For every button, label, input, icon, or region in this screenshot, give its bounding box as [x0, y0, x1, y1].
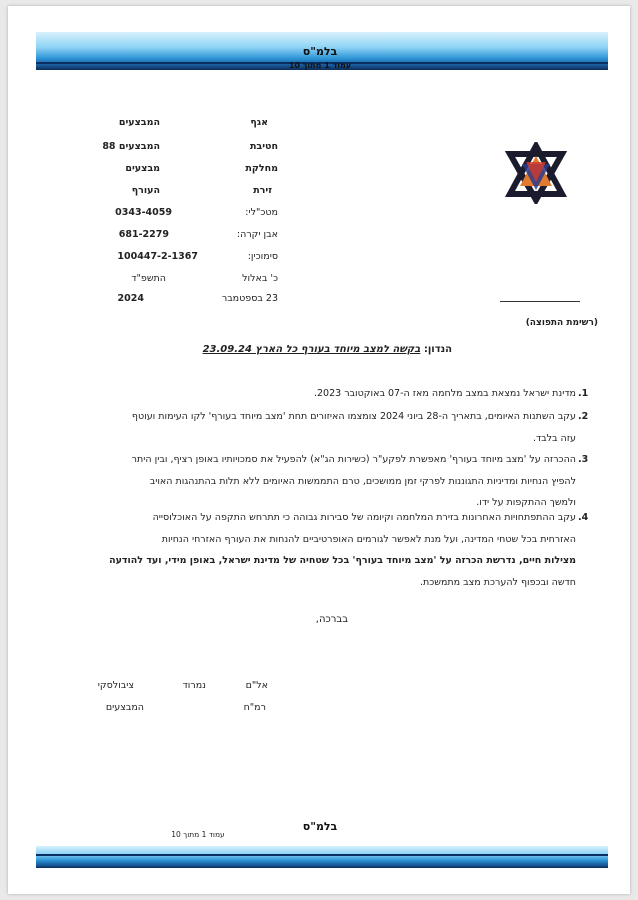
paragraph-line: ההכרזה על 'מצב מיוחד בעורף' מאפשרת לפקע"ר (כשירות הג"א) להפעיל את סמכויותיו באופן רציף, ובין היתר [131, 454, 576, 465]
paragraph-line: מצילות חיים, נדרשת הכרזה על 'מצב מיוחד בעורף' בכל שטחיה של מדינת ישראל, באופן מידי, ועד להודעה [109, 555, 576, 566]
paragraph-line: חדשה ובכפוף להערכת מצב מתמשכת. [419, 576, 576, 588]
paragraph-line: ולמשך ההתקפות על ידו. [476, 497, 576, 508]
subject-line [202, 344, 452, 355]
divider-line [500, 301, 580, 302]
sender-value-arena: העורף [131, 185, 160, 196]
paragraph-line: האזרחית בכל שטחי המדינה, ועל מנת לאפשר לגורמים האופרטיביים להנחות את העורף האזרחי הנחיות [161, 533, 576, 545]
paragraph-line: להפיץ הנחיות ומדיניות התגוננות לפרקי זמן ממושכים, טרם התממשות האיומים ללא תלות בהתנהגות האויב [149, 475, 576, 487]
unit-emblem-icon [502, 142, 570, 204]
signature-unit: המבצעים [105, 702, 144, 713]
hebrew-date-year: התשפ"ד [131, 273, 166, 284]
distribution-list-tag: (רשימת התפוצה) [525, 318, 598, 328]
sender-label-secure-phone: אבן יקרה: [236, 229, 278, 240]
paragraph-1 [108, 383, 576, 405]
sender-label-division: חטיבת [249, 141, 278, 152]
footer-band [36, 846, 608, 868]
subject-text: בקשה למצב מיוחד בעורף כל הארץ 23.09.24 [202, 344, 421, 355]
paragraph-line: מדינת ישראל נמצאת במצב מלחמה מאז ה-07 באוקטובר 2023. [313, 388, 576, 399]
paragraph-2 [108, 406, 576, 449]
closing-greeting: בברכה, [315, 614, 348, 625]
sender-value-wing: המבצעים [118, 117, 160, 128]
subject-label: הנדון: [423, 344, 452, 355]
paragraph-line: עזה בלבד. [532, 432, 576, 444]
sender-value-division: המבצעים 88 [102, 141, 160, 152]
sender-value-department: מבצעים [125, 163, 160, 174]
paragraph-line: עקב השתנות האיומים, בתאריך ה-28 ביוני 2024 צומצמו האיזורים תחת 'מצב מיוחד בעורף' לקו העימות ועוטף [131, 411, 576, 422]
signature-rank: אל"ם [245, 680, 268, 691]
sender-label-reference: סימוכין: [247, 251, 278, 262]
paragraph-3 [108, 449, 576, 514]
sender-value-phone: 0343-4059 [115, 207, 172, 218]
document-page [8, 6, 630, 894]
sender-value-reference: 100447-2-1367 [117, 251, 198, 262]
paragraph-number-2: .2 [578, 411, 589, 422]
footer-classification: בלמ"ס [302, 820, 338, 833]
signature-title: רמ"ח [243, 702, 266, 713]
signature-first-name: נמרוד [182, 680, 206, 691]
header-page-indicator: עמוד 1 מתוך 10 [288, 61, 352, 70]
paragraph-4 [108, 507, 576, 593]
signature-last-name: ציבולסקי [97, 680, 134, 691]
paragraph-number-3: .3 [578, 454, 589, 465]
paragraph-number-1: .1 [578, 388, 589, 399]
paragraph-line: עקב ההתפתחויות האחרונות בזירת המלחמה וקיומה של סבירות גבוהה כי תתרחש התקפה על האוכלוסייה [152, 512, 576, 523]
gregorian-date-day: 23 בספטמבר [221, 293, 278, 304]
sender-label-wing: אגף [250, 117, 268, 128]
sender-label-department: מחלקת [245, 163, 278, 174]
sender-label-phone: מטכ"לי: [245, 207, 278, 218]
gregorian-date-year: 2024 [117, 293, 144, 304]
sender-value-secure-phone: 681-2279 [118, 229, 169, 240]
footer-page-indicator: עמוד 1 מתוך 10 [171, 830, 225, 839]
hebrew-date-day: כ' באלול [242, 273, 278, 284]
header-classification: בלמ"ס [302, 45, 338, 58]
paragraph-number-4: .4 [578, 512, 589, 523]
sender-label-arena: זירת [253, 185, 272, 196]
